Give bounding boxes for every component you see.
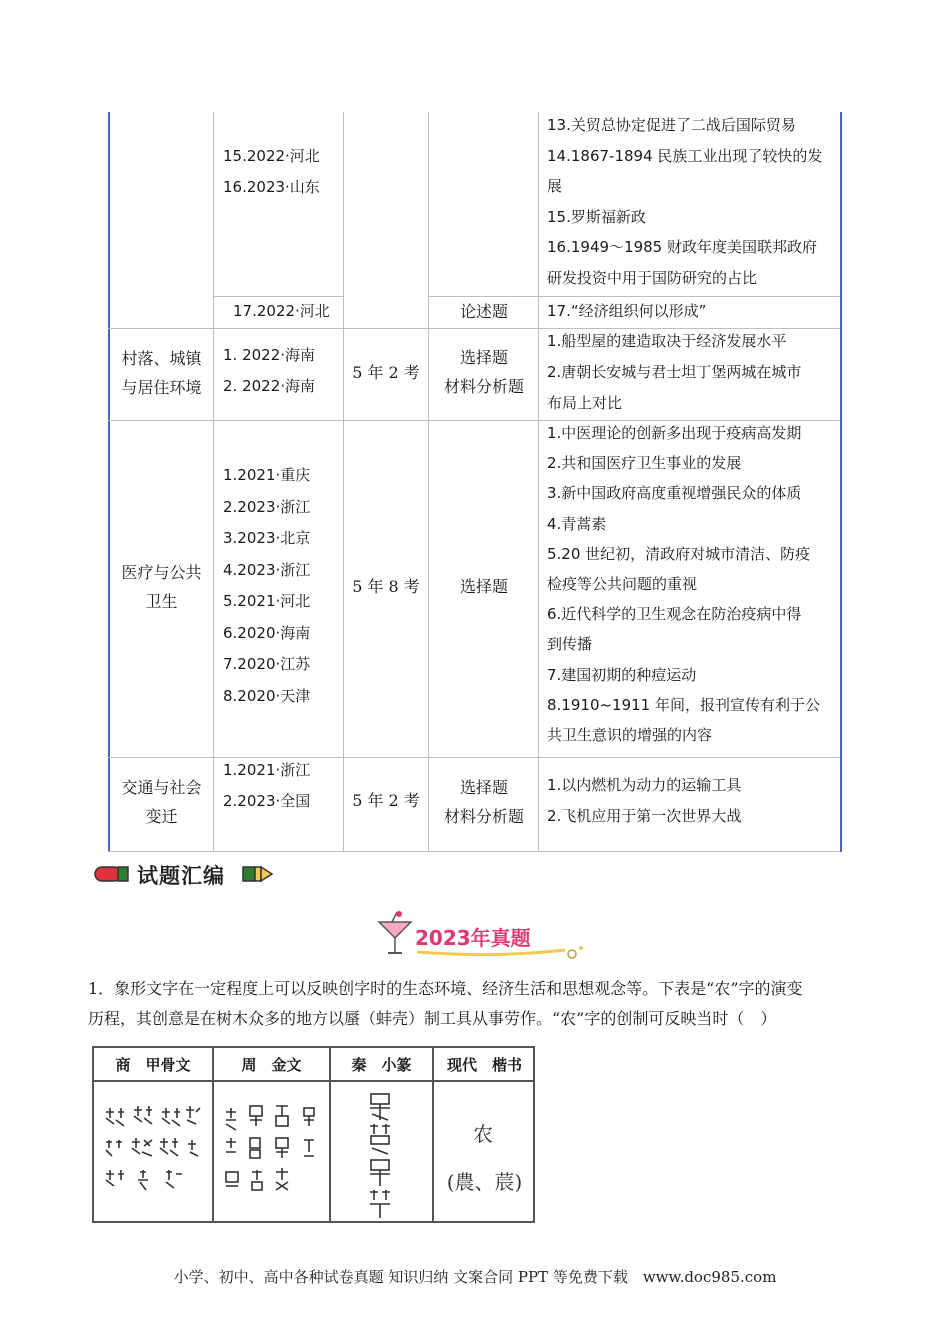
point-item: 2.共和国医疗卫生事业的发展: [547, 454, 742, 473]
topic-medical: [110, 558, 213, 616]
exam-list: [223, 755, 310, 817]
banner-underline: [415, 946, 585, 960]
exam-frequency: 5 年 2 考: [352, 363, 420, 382]
exam-item: 7.2020·江苏: [223, 655, 311, 673]
oracle-bone-glyphs: [102, 1106, 206, 1202]
character-evolution-table: [92, 1046, 535, 1223]
section-title: 试题汇编: [137, 864, 225, 888]
point-item: 8.1910~1911 年间，报刊宣传有利于公: [547, 695, 820, 714]
column-divider: [538, 112, 539, 852]
point-item: 7.建国初期的种痘运动: [547, 665, 697, 684]
exam-item: 1.2021·浙江: [223, 761, 311, 779]
modern-char-variants: (農、莀): [446, 1170, 523, 1194]
question-type: 选择题: [459, 577, 508, 596]
table-left-border: [108, 112, 110, 852]
exam-item: 6.2020·海南: [223, 623, 311, 642]
exam-item: 4.2023·浙江: [223, 560, 311, 579]
row-divider: [108, 757, 840, 758]
exam-item: 1.2021·重庆: [223, 466, 311, 484]
topic-transport: [110, 773, 213, 831]
type-line: 材料分析题: [443, 377, 524, 396]
seal-glyphs: [366, 1092, 396, 1220]
row-divider: [108, 851, 840, 852]
exam-list: [223, 340, 315, 402]
section-header: [94, 860, 294, 890]
pencil-right-icon: [242, 865, 274, 883]
point-item: 展: [547, 177, 563, 195]
header-oracle-bone: 商 甲骨文: [115, 1056, 191, 1074]
column-divider: [343, 112, 344, 852]
exam-item: 2.2023·浙江: [223, 497, 311, 516]
type-line: 材料分析题: [443, 807, 524, 826]
table-right-border: [840, 112, 842, 852]
point-item: 13.关贸总协定促进了二战后国际贸易: [547, 116, 796, 134]
question-type: [429, 343, 539, 401]
exam-item: 2.2023·全国: [223, 792, 311, 810]
point-item: 1.以内燃机为动力的运输工具: [547, 776, 742, 794]
page-footer: 小学、初中、高中各种试卷真题 知识归纳 文案合同 PPT 等免费下载 www.doc985.com: [173, 1268, 777, 1286]
topic-line: 医疗与公共: [121, 563, 202, 582]
point-item: 5.20 世纪初，清政府对城市清洁、防疫: [547, 544, 811, 563]
point-item: 1.船型屋的建造取决于经济发展水平: [547, 332, 787, 350]
point-item: 16.1949～1985 财政年度美国联邦政府: [547, 238, 817, 256]
topic-line: 卫生: [145, 592, 178, 611]
pencil-left-icon: [94, 866, 130, 882]
question-text: 历程，其创意是在树木众多的地方以蜃（蚌壳）制工具从事劳作。“农”字的创制可反映当时（ ）: [88, 1009, 777, 1028]
point-item: 1.中医理论的创新多出现于疫病高发期: [547, 424, 802, 442]
topic-line: 村落、城镇: [121, 349, 202, 368]
question-text: 1．象形文字在一定程度上可以反映创字时的生态环境、经济生活和思想观念等。下表是“农”字的演变: [88, 979, 803, 998]
question-type: 论述题: [459, 302, 508, 321]
exam-list: [223, 141, 320, 203]
type-line: 选择题: [459, 778, 508, 797]
knowledge-points: [547, 770, 741, 832]
point-item: 检疫等公共问题的重视: [547, 575, 698, 594]
point-item: 17.“经济组织何以形成”: [547, 302, 707, 320]
knowledge-points: [547, 110, 822, 293]
row-divider: [94, 1080, 533, 1082]
exam-item: 2. 2022·海南: [223, 377, 316, 395]
header-bronze: 周 金文: [241, 1056, 302, 1074]
exam-frequency: 5 年 8 考: [352, 577, 420, 596]
point-item: 4.青蒿素: [547, 514, 607, 533]
exam-item: 15.2022·河北: [223, 147, 320, 165]
exam-item: 3.2023·北京: [223, 529, 311, 547]
year-title: 2023年真题: [415, 926, 531, 950]
point-item: 布局上对比: [547, 394, 623, 412]
point-item: 3.新中国政府高度重视增强民众的体质: [547, 484, 802, 503]
header-seal: 秦 小篆: [351, 1056, 412, 1074]
point-item: 6.近代科学的卫生观念在防治疫病中得: [547, 605, 802, 624]
exam-analysis-table: [108, 112, 842, 852]
point-item: 研发投资中用于国防研究的占比: [547, 268, 758, 287]
topic-line: 与居住环境: [121, 378, 202, 397]
exam-item: 17.2022·河北: [233, 302, 330, 320]
header-regular: 现代 楷书: [446, 1056, 522, 1074]
exam-item: 16.2023·山东: [223, 178, 320, 196]
point-item: 14.1867-1894 民族工业出现了较快的发: [547, 146, 823, 165]
cocktail-icon: [375, 910, 417, 958]
topic-line: 交通与社会: [121, 778, 202, 797]
topic-village: [110, 344, 213, 402]
exam-frequency: 5 年 2 考: [352, 791, 420, 810]
year-banner: [375, 910, 585, 960]
point-item: 15.罗斯福新政: [547, 207, 646, 226]
exam-item: 5.2021·河北: [223, 592, 311, 610]
question-type: [429, 773, 539, 831]
point-item: 2.唐朝长安城与君士坦丁堡两城在城市: [547, 363, 802, 381]
exam-item: 8.2020·天津: [223, 686, 311, 705]
type-line: 选择题: [459, 348, 508, 367]
knowledge-points: [547, 326, 801, 419]
column-divider: [213, 112, 214, 852]
modern-char: 农: [473, 1122, 496, 1146]
point-item: 到传播: [547, 635, 593, 654]
exam-item: 1. 2022·海南: [223, 346, 316, 364]
exam-list: [223, 460, 310, 712]
bronze-glyphs: [222, 1104, 326, 1204]
column-divider: [428, 112, 429, 852]
topic-line: 变迁: [145, 807, 178, 826]
knowledge-points: [547, 418, 820, 750]
point-item: 共卫生意识的增强的内容: [547, 726, 713, 745]
point-item: 2.飞机应用于第一次世界大战: [547, 807, 742, 825]
